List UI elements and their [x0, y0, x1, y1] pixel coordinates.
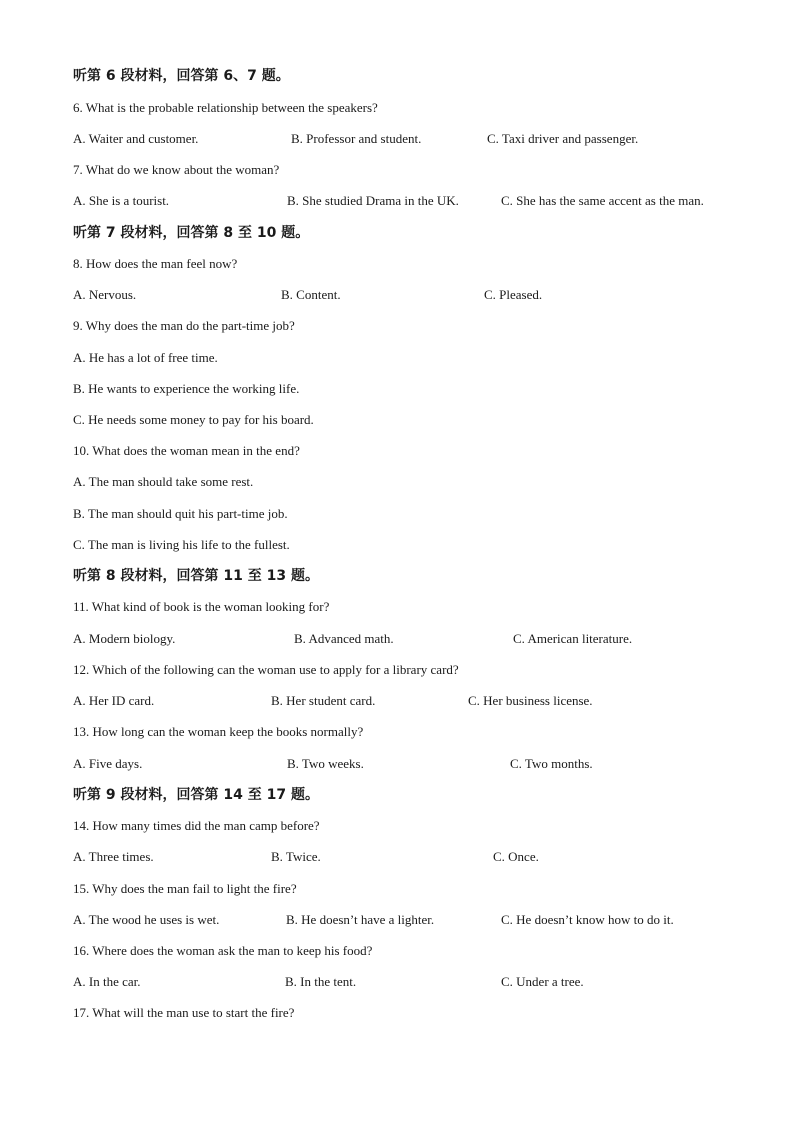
question-stem: 13. How long can the woman keep the books normally? — [73, 724, 364, 739]
option-c: C. She has the same accent as the man. — [501, 193, 704, 208]
option-c: C. Two months. — [510, 756, 593, 771]
option-b: B. The man should quit his part-time job. — [73, 506, 288, 521]
option-a: A. He has a lot of free time. — [73, 350, 218, 365]
section-heading: 听第 6 段材料，回答第 6、7 题。 — [73, 68, 290, 84]
option-b: B. Twice. — [271, 849, 321, 864]
option-b: B. Advanced math. — [294, 631, 394, 646]
option-b: B. Content. — [281, 287, 341, 302]
question-stem: 10. What does the woman mean in the end? — [73, 443, 300, 458]
option-b: B. She studied Drama in the UK. — [287, 193, 459, 208]
option-row — [73, 287, 773, 303]
option-c: C. Her business license. — [468, 693, 593, 708]
option-row — [73, 631, 773, 647]
question-stem: 9. Why does the man do the part-time job? — [73, 318, 295, 333]
option-row — [73, 974, 773, 990]
option-c: C. American literature. — [513, 631, 633, 646]
option-a: A. Five days. — [73, 756, 143, 771]
question-stem: 14. How many times did the man camp before? — [73, 818, 320, 833]
option-row — [73, 849, 773, 865]
option-b: B. Two weeks. — [287, 756, 364, 771]
option-c: C. He doesn’t know how to do it. — [501, 912, 674, 927]
option-c: C. Under a tree. — [501, 974, 584, 989]
option-a: A. Nervous. — [73, 287, 137, 302]
section-heading: 听第 9 段材料，回答第 14 至 17 题。 — [73, 787, 319, 803]
option-a: A. She is a tourist. — [73, 193, 170, 208]
option-a: A. Her ID card. — [73, 693, 155, 708]
option-a: A. Three times. — [73, 849, 154, 864]
option-b: B. Her student card. — [271, 693, 376, 708]
option-row — [73, 756, 773, 772]
question-stem: 6. What is the probable relationship between the speakers? — [73, 100, 378, 115]
option-b: B. Professor and student. — [291, 131, 422, 146]
option-row — [73, 131, 773, 147]
option-a: A. Modern biology. — [73, 631, 176, 646]
option-c: C. Taxi driver and passenger. — [487, 131, 639, 146]
option-row — [73, 693, 773, 709]
option-c: C. Pleased. — [484, 287, 543, 302]
option-row — [73, 193, 773, 209]
question-stem: 8. How does the man feel now? — [73, 256, 238, 271]
option-row — [73, 912, 773, 928]
section-heading: 听第 8 段材料，回答第 11 至 13 题。 — [73, 568, 319, 584]
option-c: C. Once. — [493, 849, 539, 864]
option-a: A. In the car. — [73, 974, 141, 989]
option-b: B. He doesn’t have a lighter. — [286, 912, 435, 927]
option-c: C. He needs some money to pay for his board. — [73, 412, 314, 427]
option-a: A. The wood he uses is wet. — [73, 912, 220, 927]
option-b: B. He wants to experience the working life. — [73, 381, 300, 396]
question-stem: 7. What do we know about the woman? — [73, 162, 280, 177]
section-heading: 听第 7 段材料，回答第 8 至 10 题。 — [73, 225, 310, 241]
question-stem: 15. Why does the man fail to light the fire? — [73, 881, 297, 896]
question-stem: 16. Where does the woman ask the man to keep his food? — [73, 943, 373, 958]
option-a: A. The man should take some rest. — [73, 474, 254, 489]
option-a: A. Waiter and customer. — [73, 131, 199, 146]
option-b: B. In the tent. — [285, 974, 357, 989]
question-stem: 17. What will the man use to start the fire? — [73, 1005, 295, 1020]
question-stem: 11. What kind of book is the woman looking for? — [73, 599, 330, 614]
question-stem: 12. Which of the following can the woman use to apply for a library card? — [73, 662, 459, 677]
option-c: C. The man is living his life to the fullest. — [73, 537, 290, 552]
